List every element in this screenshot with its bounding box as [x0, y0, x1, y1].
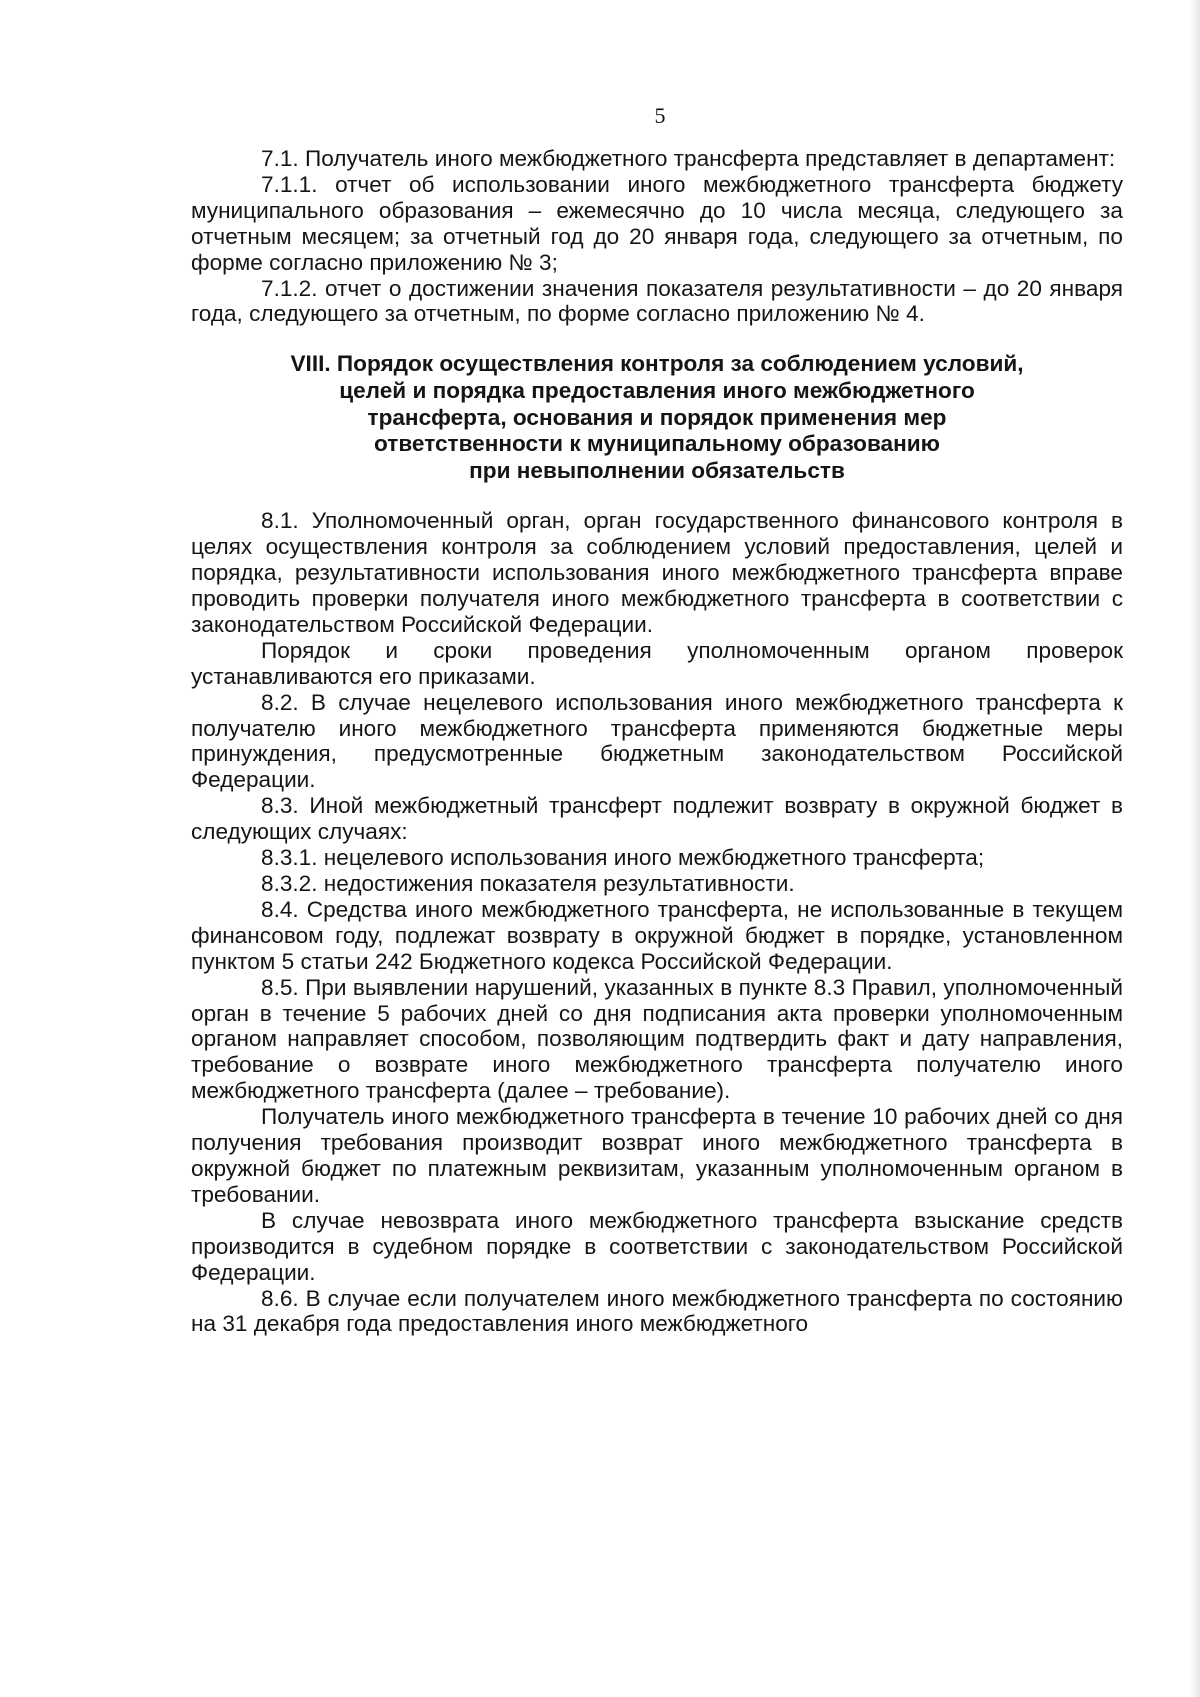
section-8-heading: [211, 351, 1103, 484]
paragraph-8-1-order: Порядок и сроки проведения уполномоченным органом проверок устанавливаются его приказами.: [191, 637, 1123, 689]
paragraph-8-5-recovery: В случае невозврата иного межбюджетного трансферта взыскание средств производится в судебном порядке в соответствии с законодательством Российской Федерации.: [191, 1207, 1123, 1285]
paragraph-8-5: 8.5. При выявлении нарушений, указанных в пункте 8.3 Правил, уполномоченный орган в течение 5 рабочих дней со дня подписания акта проверки уполномоченным органом направляет способом, позволяющим подтвердить факт и дату направления, требование о возврате иного межбюджетного трансферта получателю иного межбюджетного трансферта (далее – требование).: [191, 974, 1123, 1104]
paragraph-8-3: 8.3. Иной межбюджетный трансферт подлежит возврату в окружной бюджет в следующих случаях:: [191, 793, 1123, 845]
page-number: 5: [654, 103, 666, 128]
paragraph-7-1: 7.1. Получатель иного межбюджетного трансферта представляет в департамент:: [261, 146, 1116, 171]
paragraph-8-3-2: 8.3.2. недостижения показателя результативности.: [261, 871, 795, 896]
paragraph-8-1: 8.1. Уполномоченный орган, орган государственного финансового контроля в целях осуществления контроля за соблюдением условий предоставления, целей и порядка, результативности использования иного межбюджетного трансферта вправе проводить проверки получателя иного межбюджетного трансферта в соответствии с законодательством Российской Федерации.: [191, 508, 1123, 637]
heading-line: целей и порядка предоставления иного межбюджетного: [339, 377, 975, 403]
scan-edge: [1190, 0, 1200, 1697]
document-body: [191, 146, 1123, 1337]
paragraph-8-6: 8.6. В случае если получателем иного межбюджетного трансферта по состоянию на 31 декабря года предоставления иного межбюджетного: [191, 1285, 1123, 1337]
paragraph-8-5-return: Получатель иного межбюджетного трансферта в течение 10 рабочих дней со дня получения требования производит возврат иного межбюджетного трансферта в окружной бюджет по платежным реквизитам, указанным уполномоченным органом в требовании.: [191, 1104, 1123, 1207]
paragraph-7-1-2: 7.1.2. отчет о достижении значения показателя результативности – до 20 января года, следующего за отчетным, по форме согласно приложению № 4.: [191, 275, 1123, 327]
heading-line: трансферта, основания и порядок применения мер: [367, 404, 947, 430]
heading-line: при невыполнении обязательств: [469, 457, 845, 483]
paragraph-7-1-1: 7.1.1. отчет об использовании иного межбюджетного трансферта бюджету муниципального образования – ежемесячно до 10 числа месяца, следующего за отчетным месяцем; за отчетный год до 20 января года, следующего за отчетным, по форме согласно приложению № 3;: [191, 171, 1123, 275]
heading-line: ответственности к муниципальному образованию: [374, 431, 940, 457]
heading-line: VIII. Порядок осуществления контроля за соблюдением условий,: [290, 351, 1024, 377]
paragraph-8-4: 8.4. Средства иного межбюджетного трансферта, не использованные в текущем финансовом году, подлежат возврату в окружной бюджет в порядке, установленном пунктом 5 статьи 242 Бюджетного кодекса Российской Федерации.: [191, 896, 1123, 974]
paragraph-8-3-1: 8.3.1. нецелевого использования иного межбюджетного трансферта;: [261, 845, 985, 871]
paragraph-8-2: 8.2. В случае нецелевого использования иного межбюджетного трансферта к получателю иного межбюджетного трансферта применяются бюджетные меры принуждения, предусмотренные бюджетным законодательством Российской Федерации.: [191, 689, 1123, 793]
